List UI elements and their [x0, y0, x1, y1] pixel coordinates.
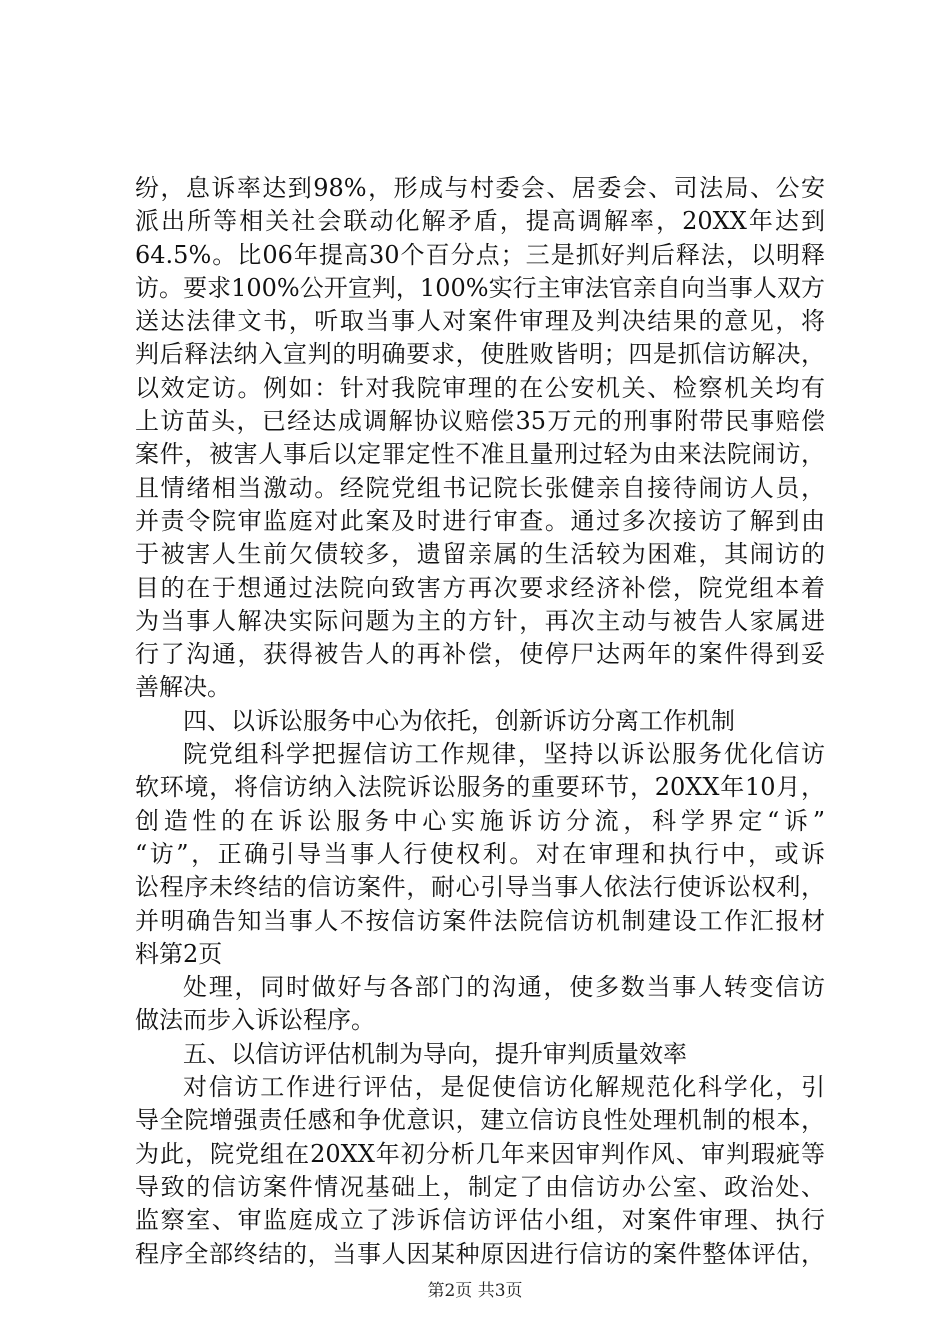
- text-line: 目的在于想通过法院向致害方再次要求经济补偿，院党组本着: [135, 573, 825, 602]
- text-line: 院党组科学把握信访工作规律，坚持以诉讼服务优化信访: [183, 740, 825, 769]
- section-heading: 五、以信访评估机制为导向，提升审判质量效率: [183, 1039, 687, 1068]
- text-line: 讼程序未终结的信访案件，耐心引导当事人依法行使诉讼权利，: [135, 873, 825, 902]
- text-line: 对信访工作进行评估，是促使信访化解规范化科学化，引: [183, 1073, 825, 1102]
- text-line: 导全院增强责任感和争优意识，建立信访良性处理机制的根本，: [135, 1106, 825, 1135]
- text-line: 处理，同时做好与各部门的沟通，使多数当事人转变信访: [183, 973, 825, 1002]
- text-line: 软环境，将信访纳入法院诉讼服务的重要环节，20XX年10月，: [135, 773, 825, 802]
- text-line: 判后释法纳入宣判的明确要求，使胜败皆明；四是抓信访解决，: [135, 340, 825, 369]
- text-line: 访。要求100%公开宣判，100%实行主审法官亲自向当事人双方: [135, 273, 825, 302]
- text-line: 做法而步入诉讼程序。: [135, 1006, 375, 1035]
- text-line: 于被害人生前欠债较多，遗留亲属的生活较为困难，其闹访的: [135, 540, 825, 569]
- document-body: [135, 172, 825, 1271]
- text-line: “访”，正确引导当事人行使权利。对在审理和执行中，或诉: [135, 839, 825, 868]
- text-line: 程序全部终结的，当事人因某种原因进行信访的案件整体评估，: [135, 1239, 825, 1268]
- text-line: 并责令院审监庭对此案及时进行审查。通过多次接访了解到由: [135, 506, 825, 535]
- text-line: 派出所等相关社会联动化解矛盾，提高调解率，20XX年达到: [135, 207, 825, 236]
- text-line: 上访苗头，已经达成调解协议赔偿35万元的刑事附带民事赔偿: [135, 407, 825, 436]
- text-line: 行了沟通，获得被告人的再补偿，使停尸达两年的案件得到妥: [135, 640, 825, 669]
- section-heading: 四、以诉讼服务中心为依托，创新诉访分离工作机制: [183, 706, 735, 735]
- text-line: 64.5%。比06年提高30个百分点；三是抓好判后释法，以明释: [135, 240, 825, 269]
- text-line: 送达法律文书，听取当事人对案件审理及判决结果的意见，将: [135, 307, 825, 336]
- text-line: 纷，息诉率达到98%，形成与村委会、居委会、司法局、公安: [135, 174, 825, 202]
- page-footer: [0, 1280, 950, 1302]
- text-line: 为此，院党组在20XX年初分析几年来因审判作风、审判瑕疵等: [135, 1139, 825, 1168]
- text-line: 为当事人解决实际问题为主的方针，再次主动与被告人家属进: [135, 606, 825, 635]
- text-line: 善解决。: [135, 673, 231, 702]
- text-line: 监察室、审监庭成立了涉诉信访评估小组，对案件审理、执行: [135, 1206, 825, 1235]
- text-line: 创造性的在诉讼服务中心实施诉访分流，科学界定“诉”: [135, 806, 825, 835]
- text-line: 案件，被害人事后以定罪定性不准且量刑过轻为由来法院闹访，: [135, 440, 825, 469]
- text-line: 导致的信访案件情况基础上，制定了由信访办公室、政治处、: [135, 1172, 825, 1201]
- text-line: 且情绪相当激动。经院党组书记院长张健亲自接待闹访人员，: [135, 473, 825, 502]
- text-line: 料第2页: [135, 939, 223, 968]
- text-line: 以效定访。例如：针对我院审理的在公安机关、检察机关均有: [135, 373, 825, 402]
- page-number-label: 第2页 共3页: [427, 1281, 523, 1301]
- text-line: 并明确告知当事人不按信访案件法院信访机制建设工作汇报材: [135, 906, 825, 935]
